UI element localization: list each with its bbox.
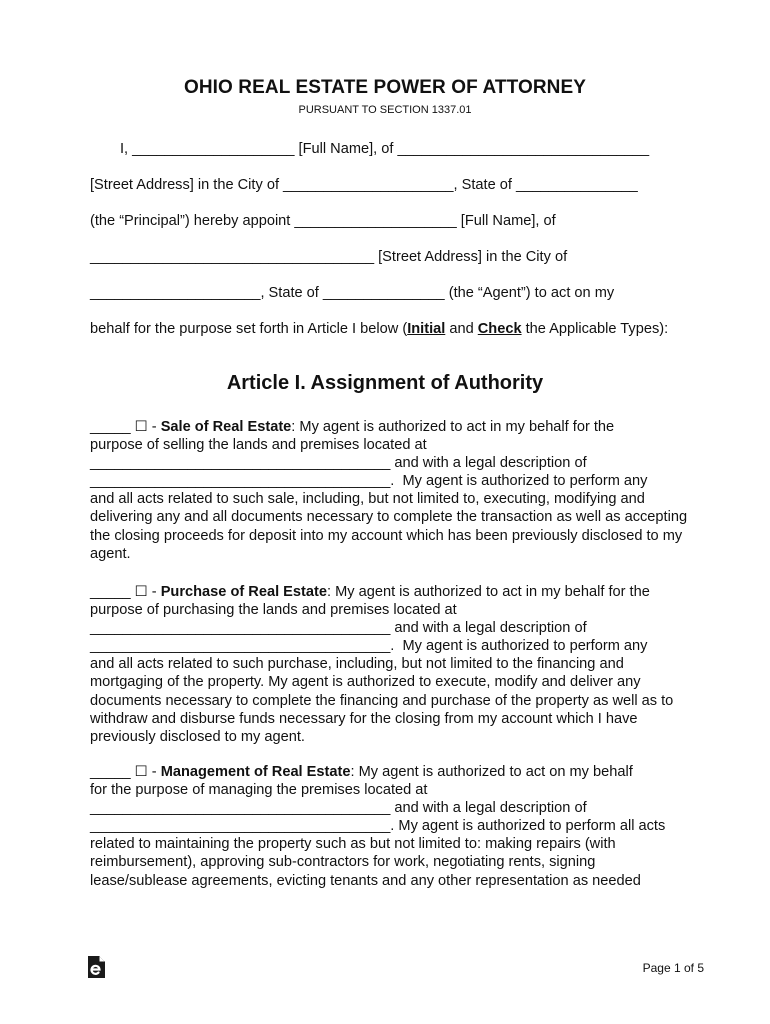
section-body: and all acts related to such sale, including, but not limited to, executing, modifying and delivering any and all documents necessary to complete the transaction as well as accepting the closing proceeds for deposit into my account which has been previously disclosed to my agent.: [90, 491, 688, 562]
intro-text-and: and: [445, 321, 478, 337]
section-management: [90, 763, 690, 890]
section-line1-rest: : My agent is authorized to act in my behalf for the: [326, 584, 650, 600]
section-line-2: purpose of purchasing the lands and premises located at: [90, 602, 457, 619]
section-checkbox-blank[interactable]: _____ ☐ -: [90, 584, 161, 600]
section-sale: [90, 418, 690, 563]
section-line-2: for the purpose of managing the premises located at: [90, 782, 428, 799]
section-line-3: _____________________________________ and with a legal description of: [90, 620, 587, 637]
intro-line-1: I, ____________________ [Full Name], of _______________________________: [120, 141, 650, 157]
section-line-3: _____________________________________ and with a legal description of: [90, 455, 587, 472]
intro-line-4: ___________________________________ [Street Address] in the City of: [90, 249, 568, 265]
intro-line-2: [Street Address] in the City of _____________________, State of _______________: [90, 177, 638, 193]
section-body: related to maintaining the property such as but not limited to: making repairs (with reimbursement), approving sub-contractors for work, negotiating rents, signing lease/sublease agreements, evicting tenants and any other representation as needed: [90, 836, 641, 889]
section-checkbox-blank[interactable]: _____ ☐ -: [90, 764, 161, 780]
section-line-2: purpose of selling the lands and premises located at: [90, 437, 427, 454]
section-heading: Sale of Real Estate: [160, 419, 292, 435]
section-line-3: _____________________________________ and with a legal description of: [90, 800, 587, 817]
intro-text-a: behalf for the purpose set forth in Article I below (: [90, 321, 408, 337]
section-purchase: [90, 583, 690, 746]
intro-line-5: _____________________, State of _______________ (the “Agent”) to act on my: [90, 285, 615, 301]
section-heading: Management of Real Estate: [160, 764, 351, 780]
section-body: and all acts related to such purchase, including, but not limited to the financing and mortgaging of the property. My agent is authorized to execute, modify and deliver any documents necessary to complete the financing and purchase of the property as well as to withdraw and disburse funds necessary for the closing from my account which I have previously disclosed to my agent.: [90, 656, 674, 745]
section-line1-rest: : My agent is authorized to act in my behalf for the: [291, 419, 615, 435]
section-line-4: _____________________________________. My agent is authorized to perform any: [90, 638, 648, 655]
check-keyword: Check: [477, 321, 522, 337]
article-heading: Article I. Assignment of Authority: [226, 372, 544, 394]
section-line-4: _____________________________________. My agent is authorized to perform any: [90, 473, 648, 490]
page-number: Page 1 of 5: [642, 961, 704, 975]
document-title: OHIO REAL ESTATE POWER OF ATTORNEY: [183, 77, 587, 98]
eforms-logo-icon: [86, 955, 106, 979]
intro-text-b: the Applicable Types):: [521, 321, 669, 337]
intro-line-3: (the “Principal”) hereby appoint ____________________ [Full Name], of: [90, 213, 556, 229]
section-line-4: _____________________________________. My agent is authorized to perform all acts: [90, 818, 666, 835]
section-line1-rest: : My agent is authorized to act on my behalf: [350, 764, 633, 780]
section-heading: Purchase of Real Estate: [160, 584, 327, 600]
section-checkbox-blank[interactable]: _____ ☐ -: [90, 419, 161, 435]
document-subtitle: PURSUANT TO SECTION 1337.01: [298, 104, 472, 116]
intro-paragraph: [90, 320, 690, 338]
initial-keyword: Initial: [407, 321, 446, 337]
